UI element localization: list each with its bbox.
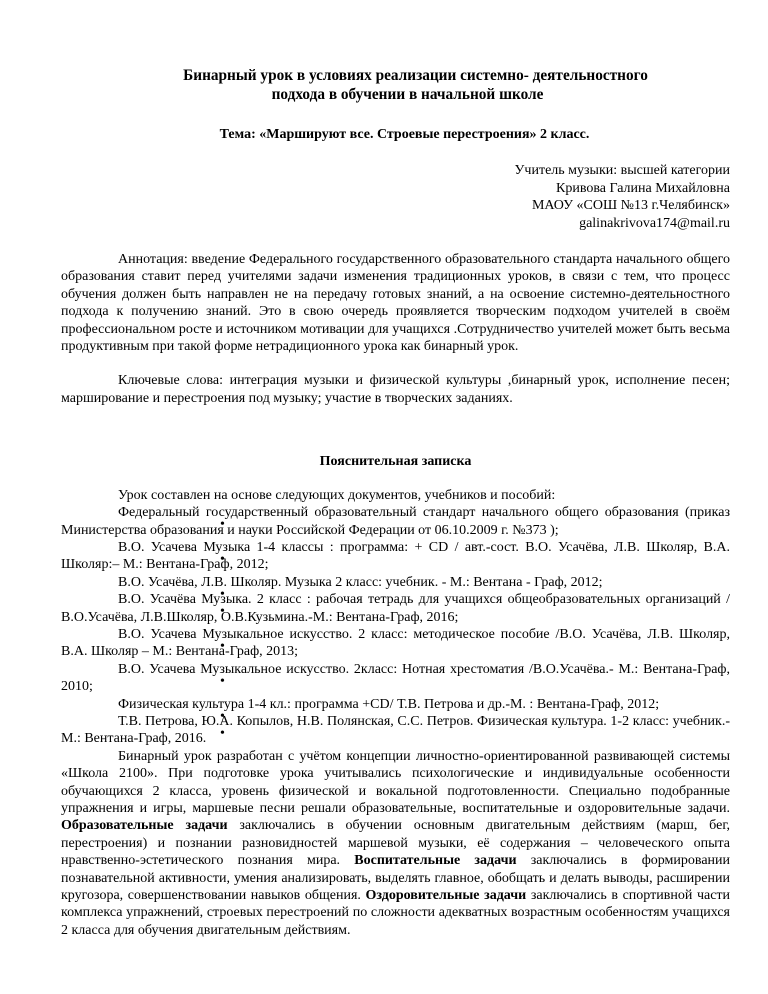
- document-title: [101, 66, 730, 104]
- author-position: Учитель музыки: высшей категории: [514, 163, 730, 179]
- list-item: [61, 696, 730, 713]
- author-name: Кривова Галина Михайловна: [555, 180, 730, 196]
- final-text-1: Бинарный урок разработан с учётом концепции личностно-ориентированной развивающей системы «Школа 2100». При подготовке урока учитывались психологические и индивидуальные особенности обучающихся 2 класса, уровень физической и вокальной подготовленности. Специально подобранные упражнения и игры, маршевые песни решали образовательные, воспитательные и оздоровительные задачи.: [61, 748, 730, 816]
- lesson-theme: Тема: «Маршируют все. Строевые перестроения» 2 класс.: [219, 127, 590, 142]
- list-item: [61, 626, 730, 661]
- keywords-paragraph: Ключевые слова: интеграция музыки и физической культуры ,бинарный урок, исполнение песен; марширование и перестроения под музыку; участие в творческих заданиях.: [61, 373, 730, 406]
- reference-text: В.О. Усачева Музыкальное искусство. 2класс: Нотная хрестоматия /В.О.Усачёва.- М.: Вентана-Граф, 2010;: [61, 661, 730, 695]
- author-block: [61, 162, 730, 232]
- reference-text: В.О. Усачева Музыкальное искусство. 2 класс: методическое пособие /В.О. Усачёва, Л.В. Школяр, В.А. Школяр – М.: Вентана-Граф, 2013;: [61, 626, 730, 660]
- title-line-2: подхода в обучении в начальной школе: [271, 86, 544, 103]
- author-school: МАОУ «СОШ №13 г.Челябинск»: [531, 198, 730, 214]
- list-item: [61, 504, 730, 539]
- references-list: [61, 504, 730, 748]
- title-line-1: Бинарный урок в условиях реализации системно- деятельностного: [183, 67, 648, 84]
- reference-text: Федеральный государственный образовательный стандарт начального общего образования (приказ Министерства образования и науки Российской Федерации от 06.10.2009 г. №373 );: [61, 505, 730, 538]
- annotation-paragraph: Аннотация: введение Федерального государственного образовательного стандарта начального общего образования ставит перед учителями задачи изменения традиционных уроков, в связи с тем, что процесс обучения должен быть направлен не на передачу готовых знаний, а на освоение системно-деятельностного подхода к получению знаний. Это в свою очередь проявляется творческим подходом учителей в своём профессиональном росте и источником мотивации для учащихся .Сотрудничество учителей может быть весьма продуктивным при такой форме нетрадиционного урока как бинарный урок.: [61, 252, 730, 355]
- final-text-2: заключались в обучении основным двигательным действиям (марш, бег, перестроения) и познании разновидностей маршевой музыки, её содержания – человеческого опыта нравственно-эстетического познания мира.: [61, 818, 730, 869]
- reference-text: Физическая культура 1-4 кл.: программа +CD/ Т.В. Петрова и др.-М. : Вентана-Граф, 2012;: [118, 696, 660, 712]
- author-email: galinakrivova174@mail.ru: [579, 215, 730, 231]
- health-tasks-label: Оздоровительные задачи: [365, 888, 527, 904]
- list-item: [61, 539, 730, 574]
- upbringing-tasks-label: Воспитательные задачи: [354, 853, 517, 869]
- final-text-3: заключались в формировании познавательной активности, умения анализировать, выделять главное, обобщать и делать выводы, расширении кругозора, совершенствовании навыков общения.: [61, 853, 731, 904]
- list-item: [61, 591, 730, 626]
- reference-text: Т.В. Петрова, Ю.А. Копылов, Н.В. Полянская, С.С. Петров. Физическая культура. 1-2 класс: учебник.-М.: Вентана-Граф, 2016.: [61, 713, 730, 747]
- list-item: [61, 661, 730, 696]
- reference-text: В.О. Усачёва Музыка. 2 класс : рабочая тетрадь для учащихся общеобразовательных организаций / В.О.Усачёва, Л.В.Школяр, О.В.Кузьмина.-М.: Вентана-Граф, 2016;: [61, 592, 730, 625]
- section-title: Пояснительная записка: [319, 454, 472, 470]
- reference-text: В.О. Усачёва, Л.В. Школяр. Музыка 2 класс: учебник. - М.: Вентана - Граф, 2012;: [118, 574, 603, 590]
- reference-text: В.О. Усачева Музыка 1-4 классы : программа: + CD / авт.-сост. В.О. Усачёва, Л.В. Школяр, В.А. Школяр:– М.: Вентана-Граф, 2012;: [61, 539, 730, 573]
- intro-paragraph: Урок составлен на основе следующих документов, учебников и пособий:: [118, 487, 556, 503]
- final-text-4: заключались в спортивной части комплекса упражнений, строевых перестроений по сложности адекватных возрастным особенностям учащихся 2 класса для обучения двигательным действиям.: [61, 888, 731, 938]
- educational-tasks-label: Образовательные задачи: [61, 818, 228, 834]
- list-item: [61, 713, 730, 748]
- final-paragraph: [61, 748, 730, 939]
- list-item: [61, 574, 730, 591]
